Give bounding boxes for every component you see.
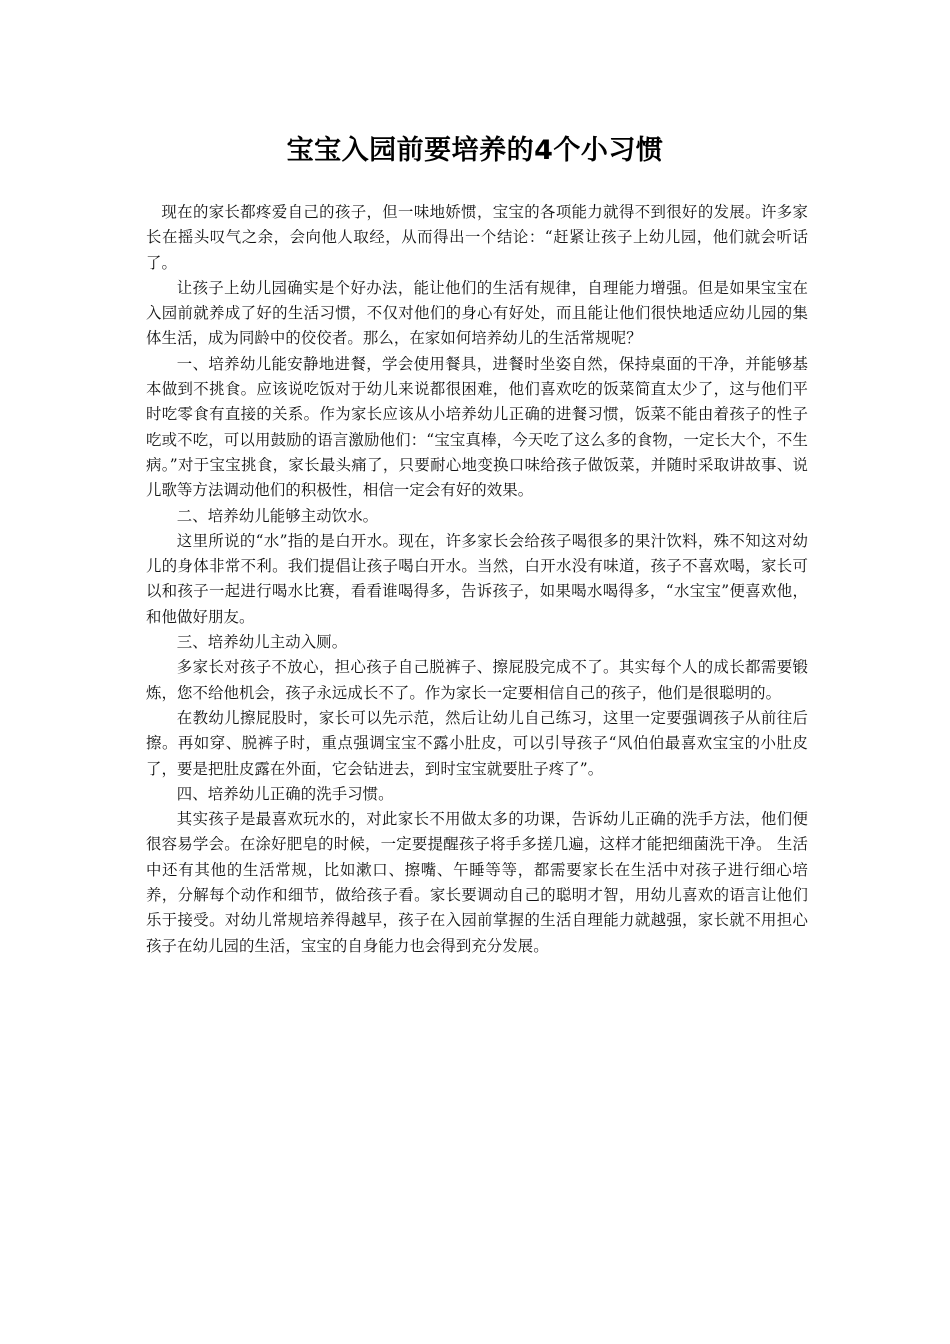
paragraph-drinking-water: 这里所说的“水”指的是白开水。现在，许多家长会给孩子喝很多的果汁饮料，殊不知这对幼儿的身体非常不利。我们提倡让孩子喝白开水。当然，白开水没有味道，孩子不喜欢喝，家长可以和孩子一起进行喝水比赛，看看谁喝得多，告诉孩子，如果喝水喝得多，“水宝宝”便喜欢他，和他做好朋友。	[146, 531, 808, 626]
paragraph-intro: 现在的家长都疼爱自己的孩子，但一味地娇惯，宝宝的各项能力就得不到很好的发展。许多家长在摇头叹气之余，会向他人取经，从而得出一个结论：“赶紧让孩子上幼儿园，他们就会听话了。	[146, 203, 808, 272]
heading-toilet: 三、培养幼儿主动入厕。	[176, 633, 348, 652]
document-title: 宝宝入园前要培养的4个小习惯	[286, 135, 664, 166]
heading-drinking-water: 二、培养幼儿能够主动饮水。	[176, 506, 379, 525]
paragraph-handwashing: 其实孩子是最喜欢玩水的，对此家长不用做太多的功课，告诉幼儿正确的洗手方法，他们便很容易学会。在涂好肥皂的时候，一定要提醒孩子将手多搓几遍，这样才能把细菌洗干净。 生活中还有其他的生活常规，比如漱口、擦嘴、午睡等等，都需要家长在生活中对孩子进行细心培养，分解每个动作和细节，做给孩子看。家长要调动自己的聪明才智，用幼儿喜欢的语言让他们乐于接受。对幼儿常规培养得越早，孩子在入园前掌握的生活自理能力就越强，家长就不用担心孩子在幼儿园的生活，宝宝的自身能力也会得到充分发展。	[146, 810, 808, 955]
heading-handwashing: 四、培养幼儿正确的洗手习惯。	[176, 784, 394, 803]
document-body	[146, 200, 808, 959]
paragraph-eating-habit: 一、培养幼儿能安静地进餐，学会使用餐具，进餐时坐姿自然，保持桌面的干净，并能够基本做到不挑食。应该说吃饭对于幼儿来说都很困难，他们喜欢吃的饭菜简直太少了，这与他们平时吃零食有直接的关系。作为家长应该从小培养幼儿正确的进餐习惯，饭菜不能由着孩子的性子吃或不吃，可以用鼓励的语言激励他们：“宝宝真棒，今天吃了这么多的食物，一定长大个，不生病。”对于宝宝挑食，家长最头痛了，只要耐心地变换口味给孩子做饭菜，并随时采取讲故事、说儿歌等方法调动他们的积极性，相信一定会有好的效果。	[146, 354, 808, 500]
paragraph-kindergarten-benefits: 让孩子上幼儿园确实是个好办法，能让他们的生活有规律，自理能力增强。但是如果宝宝在入园前就养成了好的生活习惯，不仅对他们的身心有好处，而且能让他们很快地适应幼儿园的集体生活，成为同龄中的佼佼者。那么，在家如何培养幼儿的生活常规呢？	[146, 278, 808, 348]
paragraph-toilet-trust: 多家长对孩子不放心，担心孩子自己脱裤子、擦屁股完成不了。其实每个人的成长都需要锻炼，您不给他机会，孩子永远成长不了。作为家长一定要相信自己的孩子，他们是很聪明的。	[146, 658, 808, 702]
paragraph-toilet-teaching: 在教幼儿擦屁股时，家长可以先示范，然后让幼儿自己练习，这里一定要强调孩子从前往后擦。再如穿、脱裤子时，重点强调宝宝不露小肚皮，可以引导孩子“风伯伯最喜欢宝宝的小肚皮了，要是把肚皮露在外面，它会钻进去，到时宝宝就要肚子疼了”。	[146, 708, 808, 778]
